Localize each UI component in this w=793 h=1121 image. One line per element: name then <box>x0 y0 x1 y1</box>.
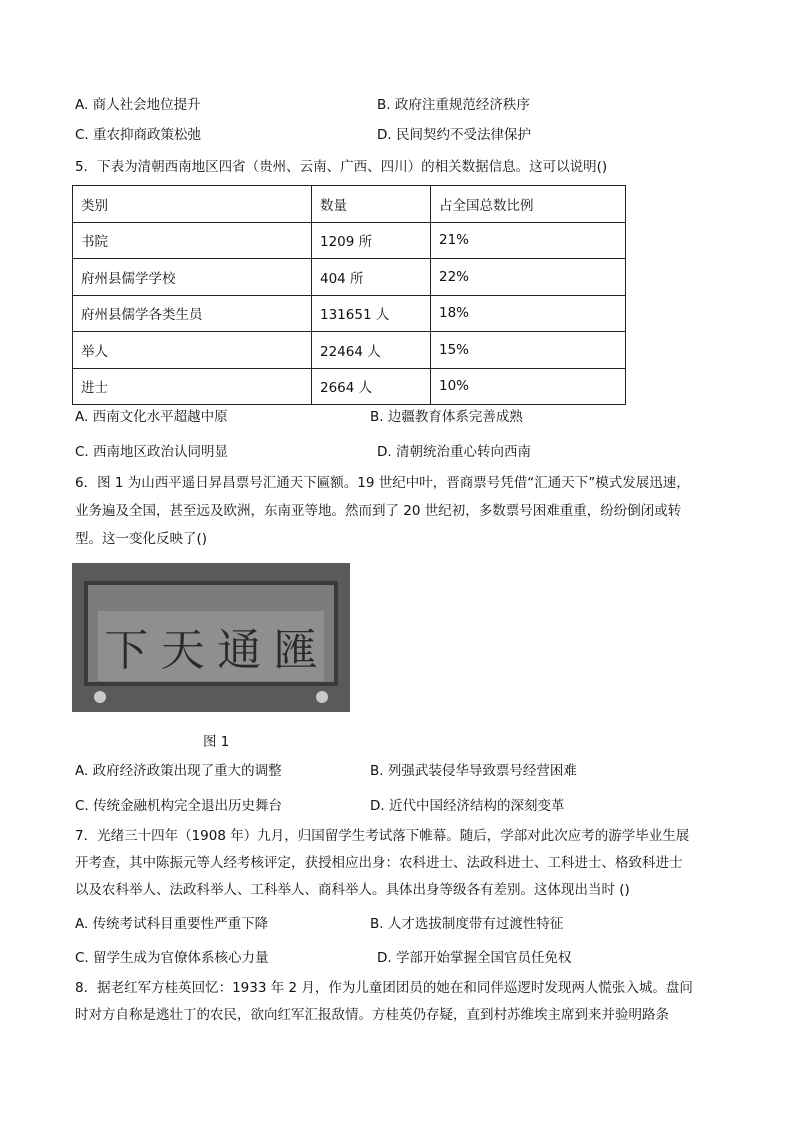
q8-stem-line: 8．据老红军方桂英回忆：1933 年 2 月，作为儿童团团员的她在和同伴巡逻时发现两人慌张入城。盘问 <box>75 980 693 996</box>
q4-option-c: C. 重农抑商政策松弛 <box>75 127 202 143</box>
plaque-knob <box>316 691 328 703</box>
table-cell: 131651 人 <box>312 295 431 332</box>
q7-stem-line: 7．光绪三十四年（1908 年）九月，归国留学生考试落下帷幕。随后，学部对此次应考的游学毕业生展 <box>75 828 690 844</box>
table-cell: 15% <box>431 332 626 369</box>
table-cell: 22464 人 <box>312 332 431 369</box>
q6-stem-line: 型。这一变化反映了() <box>75 531 208 547</box>
q7-stem-line: 以及农科举人、法政科举人、工科举人、商科举人。具体出身等级各有差别。这体现出当时 () <box>75 882 630 898</box>
table-cell: 书院 <box>73 222 312 259</box>
q7-option-c: C. 留学生成为官僚体系核心力量 <box>75 950 269 966</box>
table-cell: 2664 人 <box>312 368 431 405</box>
table-cell: 22% <box>431 259 626 296</box>
plaque-char: 通 <box>217 625 262 676</box>
q4-option-d: D. 民间契约不受法律保护 <box>377 127 531 143</box>
plaque-char: 匯 <box>273 625 318 676</box>
table-cell: 10% <box>431 368 626 405</box>
q5-stem: 5．下表为清朝西南地区四省（贵州、云南、广西、四川）的相关数据信息。这可以说明() <box>75 159 608 175</box>
q5-option-d: D. 清朝统治重心转向西南 <box>377 444 531 460</box>
table-header-row <box>73 186 626 223</box>
q5-data-table <box>72 185 626 405</box>
table-cell: 1209 所 <box>312 222 431 259</box>
figure-caption: 图 1 <box>203 734 230 750</box>
plaque-inscription <box>98 611 324 681</box>
table-row <box>73 222 626 259</box>
table-row <box>73 295 626 332</box>
table-cell: 府州县儒学各类生员 <box>73 295 312 332</box>
table-cell: 府州县儒学学校 <box>73 259 312 296</box>
table-header-cell: 数量 <box>312 186 431 223</box>
table-header-cell: 占全国总数比例 <box>431 186 626 223</box>
q6-option-b: B. 列强武装侵华导致票号经营困难 <box>370 763 577 779</box>
plaque-char: 天 <box>160 625 205 676</box>
table-cell: 进士 <box>73 368 312 405</box>
table-row <box>73 259 626 296</box>
table-cell: 举人 <box>73 332 312 369</box>
q7-option-a: A. 传统考试科目重要性严重下降 <box>75 916 269 932</box>
q4-option-b: B. 政府注重规范经济秩序 <box>377 97 530 113</box>
q6-option-d: D. 近代中国经济结构的深刻变革 <box>370 798 565 814</box>
q5-option-b: B. 边疆教育体系完善成熟 <box>370 409 523 425</box>
q8-stem-line: 时对方自称是逃壮丁的农民，欲向红军汇报敌情。方桂英仍存疑，直到村苏维埃主席到来并验明路条 <box>75 1007 669 1023</box>
plaque-knob <box>94 691 106 703</box>
q7-option-d: D. 学部开始掌握全国官员任免权 <box>377 950 572 966</box>
table-header-cell: 类别 <box>73 186 312 223</box>
q6-option-c: C. 传统金融机构完全退出历史舞台 <box>75 798 283 814</box>
q5-option-a: A. 西南文化水平超越中原 <box>75 409 228 425</box>
table-row <box>73 332 626 369</box>
q7-option-b: B. 人才选拔制度带有过渡性特征 <box>370 916 564 932</box>
q6-option-a: A. 政府经济政策出现了重大的调整 <box>75 763 282 779</box>
q5-option-c: C. 西南地区政治认同明显 <box>75 444 229 460</box>
table-cell: 404 所 <box>312 259 431 296</box>
table-row <box>73 368 626 405</box>
table-cell: 21% <box>431 222 626 259</box>
plaque-photo <box>72 563 350 712</box>
table-cell: 18% <box>431 295 626 332</box>
q6-stem-line: 业务遍及全国，甚至远及欧洲，东南亚等地。然而到了 20 世纪初，多数票号困难重重，纷纷倒闭或转 <box>75 503 682 519</box>
plaque-char: 下 <box>104 625 149 676</box>
q4-option-a: A. 商人社会地位提升 <box>75 97 201 113</box>
q6-stem-line: 6．图 1 为山西平遥日昇昌票号汇通天下匾额。19 世纪中叶，晋商票号凭借“汇通天下”模式发展迅速， <box>75 475 690 491</box>
q7-stem-line: 开考查，其中陈振元等人经考核评定，获授相应出身：农科进士、法政科进士、工科进士、格致科进士 <box>75 855 683 871</box>
